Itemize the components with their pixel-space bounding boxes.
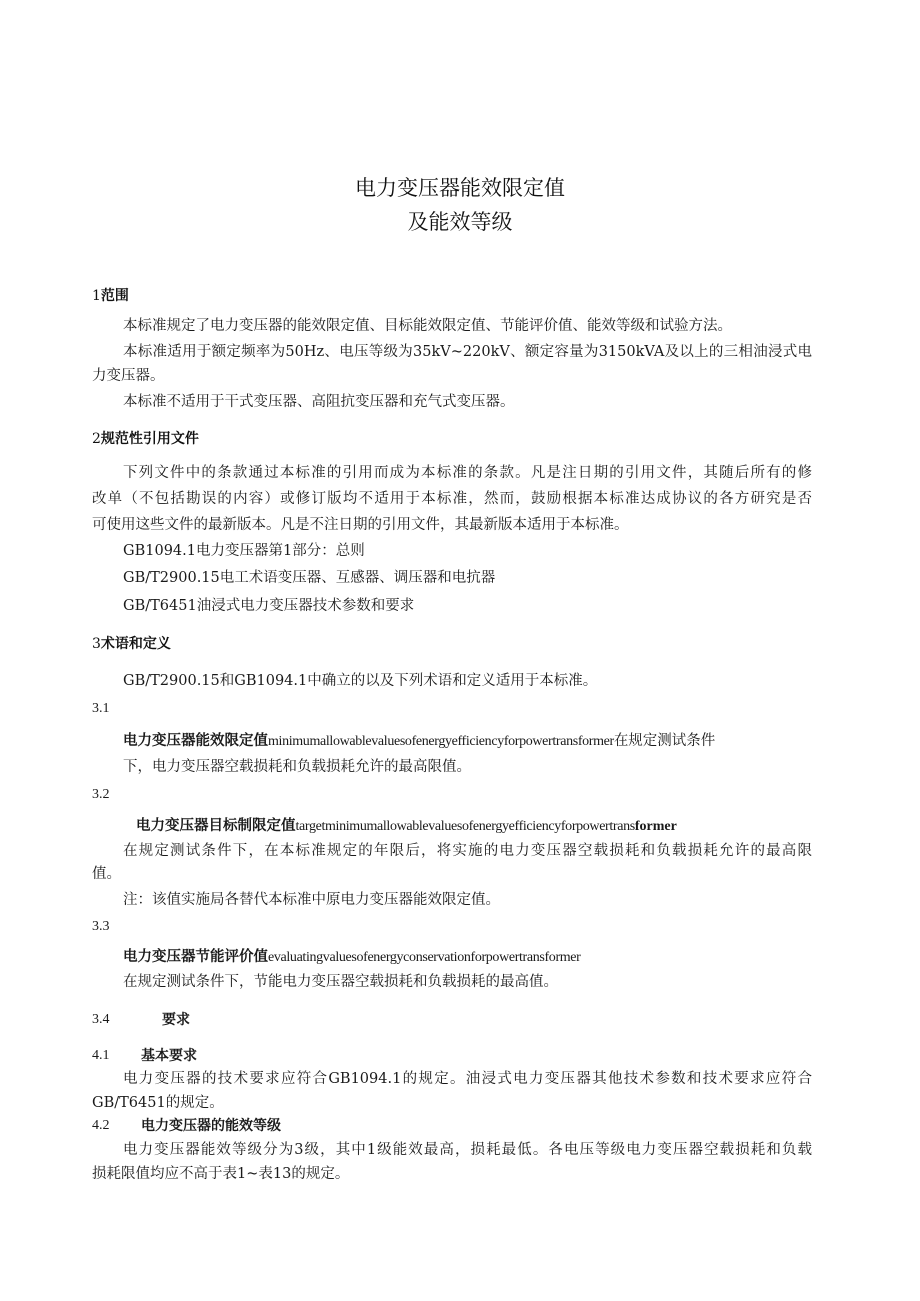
- section-2-heading: [92, 429, 199, 449]
- term-3-2-def-line-1: 在规定测试条件下，在本标准规定的年限后，将实施的电力变压器空载损耗和负载损耗允许的最高限: [123, 843, 812, 859]
- doc-title-line1: 电力变压器能效限定值: [355, 176, 565, 200]
- section-4-1-heading: 基本要求: [141, 1048, 197, 1064]
- section-3-heading: [92, 634, 171, 654]
- term-3-1-line-2: 下，电力变压器空载损耗和负载损耗允许的最高限值。: [123, 759, 471, 775]
- term-3-3-english: evaluatingvaluesofenergyconservationforpowertransformer: [268, 950, 581, 965]
- term-3-3-chinese: 电力变压器节能评价值: [123, 949, 268, 965]
- section-2-para-line-3: 可使用这些文件的最新版本。凡是不注日期的引用文件，其最新版本适用于本标准。: [92, 517, 629, 533]
- term-3-2-note: 注：该值实施局各替代本标准中原电力变压器能效限定值。: [123, 892, 500, 908]
- section-3-4-number: 3.4: [92, 1012, 110, 1027]
- section-3-number: 3: [92, 636, 101, 652]
- term-3-2-chinese: 电力变压器目标制限定值: [136, 818, 296, 834]
- section-2-para-line-2: 改单（不包括勘误的内容）或修订版均不适用于本标准，然而，鼓励根据本标准达成协议的各方研究是否: [92, 491, 812, 507]
- term-3-2-english-bold: former: [634, 819, 677, 834]
- term-3-3-def: 在规定测试条件下，节能电力变压器空载损耗和负载损耗的最高值。: [123, 974, 558, 990]
- term-3-3-line-1: [123, 947, 580, 968]
- section-4-1-line-1: 电力变压器的技术要求应符合GB1094.1的规定。油浸式电力变压器其他技术参数和技术要求应符合: [123, 1071, 812, 1087]
- section-4-2-number: 4.2: [92, 1118, 110, 1133]
- term-3-2-line-1: [136, 816, 677, 837]
- reference-item: GB/T2900.15电工术语变压器、互感器、调压器和电抗器: [123, 570, 496, 586]
- section-4-1-number: 4.1: [92, 1048, 110, 1063]
- term-3-3-number: 3.3: [92, 919, 110, 934]
- term-3-1-english: minimumallowablevaluesofenergyefficiencyforpowertransformer: [268, 734, 614, 749]
- term-3-2-number: 3.2: [92, 787, 110, 802]
- section-2-para-line-1: 下列文件中的条款通过本标准的引用而成为本标准的条款。凡是注日期的引用文件，其随后所有的修: [123, 465, 812, 481]
- term-3-1-number: 3.1: [92, 701, 110, 716]
- section-4-2-heading: 电力变压器的能效等级: [141, 1118, 281, 1134]
- term-3-1-def-start: 在规定测试条件: [613, 733, 716, 749]
- section-2-number: 2: [92, 431, 101, 447]
- section-1-heading: [92, 286, 129, 306]
- section-3-title: 术语和定义: [100, 636, 171, 652]
- section-3-4-heading: 要求: [162, 1012, 190, 1028]
- doc-title-line2: 及能效等级: [407, 210, 513, 234]
- section-4-2-line-1: 电力变压器能效等级分为3级，其中1级能效最高，损耗最低。各电压等级电力变压器空载损耗和负载: [123, 1142, 812, 1158]
- term-3-1-line-1: [123, 731, 715, 752]
- section-2-title: 规范性引用文件: [100, 431, 199, 447]
- term-3-2-def-line-2: 值。: [92, 866, 121, 882]
- section-4-2-line-2: 损耗限值均应不高于表1~表13的规定。: [92, 1166, 350, 1182]
- reference-item: GB/T6451油浸式电力变压器技术参数和要求: [123, 598, 415, 614]
- section-1-para-1: 本标准规定了电力变压器的能效限定值、目标能效限定值、节能评价值、能效等级和试验方法。: [123, 318, 732, 334]
- section-1-para-2-line-2: 力变压器。: [92, 368, 165, 384]
- term-3-1-chinese: 电力变压器能效限定值: [123, 733, 268, 749]
- section-3-intro: GB/T2900.15和GB1094.1中确立的以及下列术语和定义适用于本标准。: [123, 673, 598, 689]
- term-3-2-english: targetminimumallowablevaluesofenergyefficiencyforpowertrans: [295, 819, 635, 834]
- section-1-para-3: 本标准不适用于干式变压器、高阻抗变压器和充气式变压器。: [123, 394, 515, 410]
- section-4-1-line-2: GB/T6451的规定。: [92, 1095, 224, 1111]
- reference-item: GB1094.1电力变压器第1部分：总则: [123, 543, 365, 559]
- section-1-number: 1: [92, 288, 101, 304]
- section-1-para-2-line-1: 本标准适用于额定频率为50Hz、电压等级为35kV~220kV、额定容量为3150kVA及以上的三相油浸式电: [123, 344, 812, 360]
- section-1-title: 范围: [100, 288, 129, 304]
